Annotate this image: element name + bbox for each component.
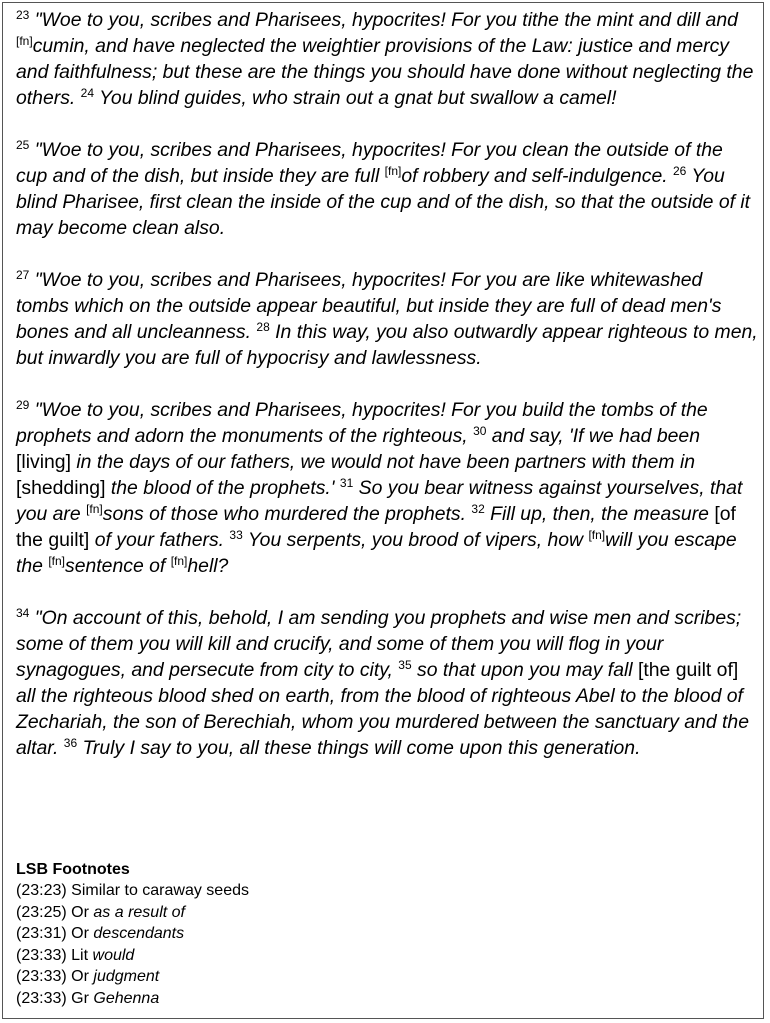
footnotes-title: LSB Footnotes: [16, 861, 130, 878]
verse-number: 36: [63, 736, 78, 750]
verse-number: 26: [673, 164, 687, 178]
verse-text: hell?: [187, 555, 229, 577]
footnote-alt-text: judgment: [93, 968, 160, 986]
passage-paragraph: [16, 397, 758, 579]
footnote-ref: (23:25): [16, 903, 67, 921]
verse-number: 28: [256, 320, 270, 334]
footnote-item: [16, 902, 758, 924]
verse-text: You serpents, you brood of vipers, how: [242, 529, 589, 551]
supplied-words: [shedding]: [16, 477, 106, 499]
footnote-text: Similar to caraway seeds: [71, 882, 249, 899]
footnote-text: Or: [71, 903, 89, 921]
footnotes-list: [16, 880, 758, 1010]
footnote-marker[interactable]: [fn]: [170, 554, 188, 568]
footnote-ref: (23:33): [16, 968, 67, 986]
footnote-item: [16, 988, 758, 1010]
verse-text: Truly I say to you, all these things will come upon this generation.: [77, 737, 641, 759]
verse-text: of robbery and self-indulgence.: [401, 165, 673, 187]
footnote-alt-text: would: [92, 946, 135, 964]
passage-paragraph: [16, 267, 758, 371]
footnote-marker[interactable]: [fn]: [86, 502, 103, 516]
verse-text: Fill up, then, the measure: [484, 503, 715, 525]
verse-number: 32: [471, 502, 485, 516]
footnote-item: [16, 945, 758, 967]
footnote-ref: (23:33): [16, 946, 67, 964]
footnote-ref: (23:33): [16, 989, 67, 1007]
footnote-text: Or: [71, 925, 89, 943]
verse-text: so that upon you may fall: [411, 659, 638, 681]
verse-number: 31: [339, 476, 354, 490]
verse-text: of your fathers.: [89, 529, 230, 551]
footnote-ref: (23:31): [16, 925, 67, 943]
verse-number: 24: [80, 86, 95, 100]
document-frame: [2, 2, 764, 1019]
footnote-item: [16, 880, 758, 902]
verse-text: "Woe to you, scribes and Pharisees, hypocrites! For you clean the outside of the cup and of the dish, but inside they are full: [16, 139, 723, 187]
supplied-words: [of the guilt]: [16, 503, 736, 551]
verse-text: "Woe to you, scribes and Pharisees, hypocrites! For you tithe the mint and dill and: [29, 9, 738, 31]
verse-text: all the righteous blood shed on earth, from the blood of righteous Abel to the blood of Zechariah, the son of Berechiah, whom you murdered between the sanctuary and the altar.: [16, 685, 749, 759]
verse-text: sons of those who murdered the prophets.: [102, 503, 472, 525]
scripture-passages: [16, 7, 758, 787]
verse-text: "On account of this, behold, I am sending you prophets and wise men and scribes; some of them you will kill and crucify, and some of them you will flog in your synagogues, and persecute from city to city,: [16, 607, 742, 681]
verse-text: So you bear witness against yourselves, that you are: [16, 477, 743, 525]
passage-paragraph: [16, 137, 758, 241]
verse-text: the blood of the prophets.': [105, 477, 340, 499]
verse-text: You blind Pharisee, first clean the inside of the cup and of the dish, so that the outside of it may become clean also.: [16, 165, 751, 239]
verse-text: "Woe to you, scribes and Pharisees, hypocrites! For you are like whitewashed tombs which on the outside appear beautiful, but inside they are full of dead men's bones and all uncleanness.: [16, 269, 722, 343]
supplied-words: [living]: [16, 451, 71, 473]
verse-text: "Woe to you, scribes and Pharisees, hypocrites! For you build the tombs of the prophets and adorn the monuments of the righteous,: [16, 399, 708, 447]
verse-text: sentence of: [65, 555, 171, 577]
footnote-alt-text: Gehenna: [93, 989, 160, 1007]
footnote-marker[interactable]: [fn]: [588, 528, 606, 542]
verse-number: 29: [16, 398, 30, 412]
verse-text: You blind guides, who strain out a gnat but swallow a camel!: [94, 87, 617, 109]
verse-number: 27: [16, 268, 30, 282]
footnote-text: Gr: [71, 989, 89, 1007]
verse-text: cumin, and have neglected the weightier provisions of the Law: justice and mercy and faithfulness; but these are the things you should have done without neglecting the others.: [16, 35, 754, 109]
passage-paragraph: [16, 605, 758, 761]
footnote-marker[interactable]: [fn]: [16, 34, 33, 48]
footnote-marker[interactable]: [fn]: [384, 164, 402, 178]
footnote-text: Lit: [71, 946, 89, 964]
verse-text: in the days of our fathers, we would not have been partners with them in: [70, 451, 696, 473]
supplied-words: [the guilt of]: [637, 659, 739, 681]
footnote-item: [16, 923, 758, 945]
passage-paragraph: [16, 7, 758, 111]
verse-number: 23: [16, 8, 30, 22]
verse-number: 35: [398, 658, 412, 672]
verse-number: 25: [16, 138, 30, 152]
verse-number: 34: [16, 606, 30, 620]
verse-text: In this way, you also outwardly appear righteous to men, but inwardly you are full of hypocrisy and lawlessness.: [16, 321, 758, 369]
footnote-alt-text: descendants: [93, 925, 185, 943]
verse-text: and say, 'If we had been: [486, 425, 700, 447]
verse-number: 33: [229, 528, 243, 542]
verse-text: will you escape the: [16, 529, 737, 577]
footnote-item: [16, 966, 758, 988]
footnotes-section: [16, 859, 758, 1010]
footnote-ref: (23:23): [16, 882, 67, 899]
footnote-text: Or: [71, 968, 89, 986]
verse-number: 30: [473, 424, 487, 438]
footnote-alt-text: as a result of: [93, 903, 185, 921]
footnote-marker[interactable]: [fn]: [48, 554, 66, 568]
